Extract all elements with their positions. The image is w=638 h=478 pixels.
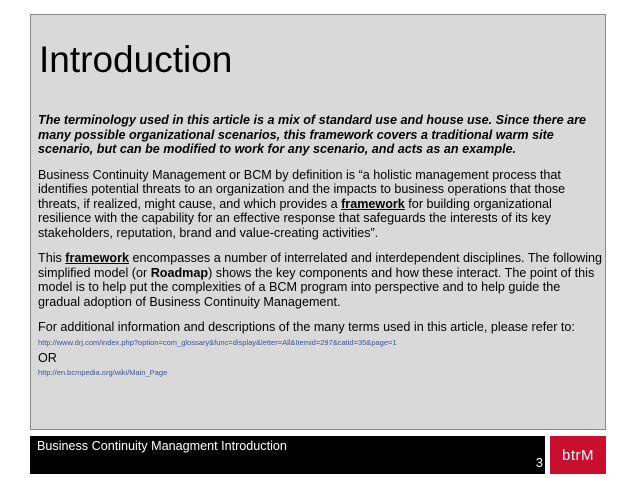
reference-text: For additional information and descriptions of the many terms used in this article, please refer to:	[38, 320, 575, 334]
intro-paragraph: The terminology used in this article is a mix of standard use and house use. Since there are many possible organizational scenarios, this framework covers a traditional warm site scenario, but can be modified to work for any scenario, and acts as an example.	[38, 113, 586, 156]
bcm-definition-text-end: for building organizational resilience with the capability for an effective response that safeguards the interests of its key stakeholders, reputation, brand and value-creating activities”.	[38, 196, 552, 240]
footer-bar	[30, 436, 545, 474]
framework-text-start: This	[38, 251, 66, 265]
framework-text-end: ) shows the key components and how these interact. The point of this model is to help put the complexities of a BCM program into perspective and to help guide the gradual adoption of Business Continuity Management.	[38, 265, 595, 309]
framework-keyword-2: framework	[65, 251, 129, 265]
slide-content-box	[30, 14, 606, 430]
bcmpedia-link[interactable]: http://en.bcmpedia.org/wiki/Main_Page	[38, 367, 168, 377]
slide-body	[38, 113, 603, 381]
framework-paragraph	[38, 251, 603, 309]
page-number: 3	[535, 455, 543, 470]
or-text: OR	[38, 350, 57, 365]
logo-text: btrM	[562, 446, 594, 464]
roadmap-keyword: Roadmap	[150, 265, 209, 280]
framework-text-middle: encompasses a number of interrelated and interdependent disciplines. The following simplified model (or	[38, 251, 603, 280]
framework-keyword: framework	[341, 196, 405, 211]
bcm-definition-paragraph	[38, 168, 603, 241]
logo	[550, 436, 606, 474]
slide-title: Introduction	[39, 39, 233, 80]
footer-title: Business Continuity Managment Introduction	[37, 439, 287, 453]
drj-glossary-link[interactable]: http://www.drj.com/index.php?option=com_glossary&func=display&letter=All&Itemid=297&catid=35&page=1	[38, 337, 397, 347]
bcm-definition-text-start: Business Continuity Management or BCM by definition is “a holistic management process that identifies potential threats to an organization and the impacts to business operations that those threats, if realized, might cause, and which provides a	[38, 167, 566, 211]
